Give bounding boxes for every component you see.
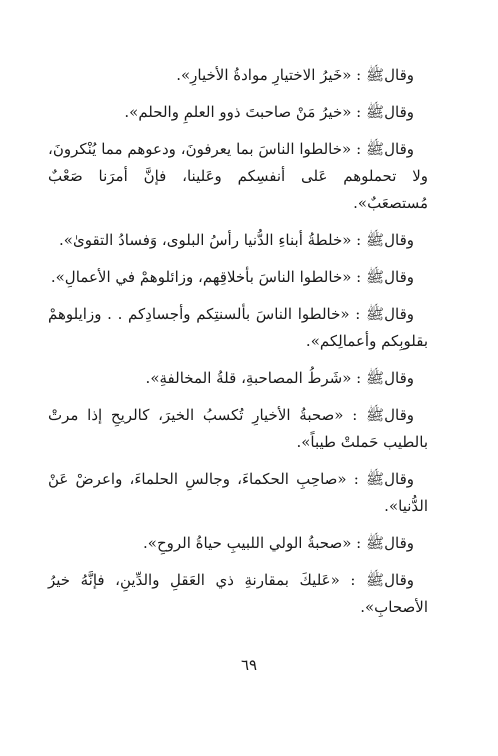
paragraph-3: وقالﷺ : «خالطوا الناسَ بما يعرفونَ، ودعوهم مما يُنْكرونَ، ولا تحملوهم عَلى أنفسِكم وعَلينا، فإنَّ أمرَنا صَعْبٌ مُستصعَبٌ».	[48, 140, 428, 212]
paragraph-8: وقالﷺ : «صحبةُ الأخيارِ تُكسبُ الخيرَ، كالريحِ إذا مرتْ بالطيب حَملتْ طيباً».	[48, 406, 428, 451]
text-block	[48, 62, 428, 631]
paragraph-10: وقالﷺ : «صحبةُ الولي اللبيبِ حياةُ الروحِ».	[143, 534, 414, 552]
paragraph-11: وقالﷺ : «عَليكَ بمقارنةِ ذي العَقلِ والدِّينِ، فإنَّهُ خيرُ الأصحابِ».	[48, 571, 428, 616]
paragraph-9: وقالﷺ : «صاحِبِ الحكماءَ، وجالسِ الحلماءَ، واعرضْ عَنْ الدُّنيا».	[48, 470, 428, 515]
page-number: ٦٩	[240, 656, 258, 674]
paragraph-7: وقالﷺ : «شَرطُ المصاحبةِ، قلةُ المخالفةِ».	[145, 369, 414, 387]
paragraph-4: وقالﷺ : «خلطةُ أبناءِ الدُّنيا رأسُ البلوى، وَفسادُ التقوىٰ».	[59, 231, 414, 249]
paragraph-6: وقالﷺ : «خالطوا الناسَ بألسنتِكم وأجسادِكم . . وزايلوهمْ بقلوبِكم وأعمالِكم».	[48, 305, 428, 350]
paragraph-2: وقالﷺ : «خيرُ مَنْ صاحبتَ ذوو العلمِ والحلم».	[124, 103, 414, 121]
paragraph-1: وقالﷺ : «خَيرُ الاختيارِ موادةُ الأخيارِ».	[176, 66, 414, 84]
paragraph-5: وقالﷺ : «خالطوا الناسَ بأخلاقِهم، وزائلوهمْ في الأعمالِ».	[50, 268, 414, 286]
